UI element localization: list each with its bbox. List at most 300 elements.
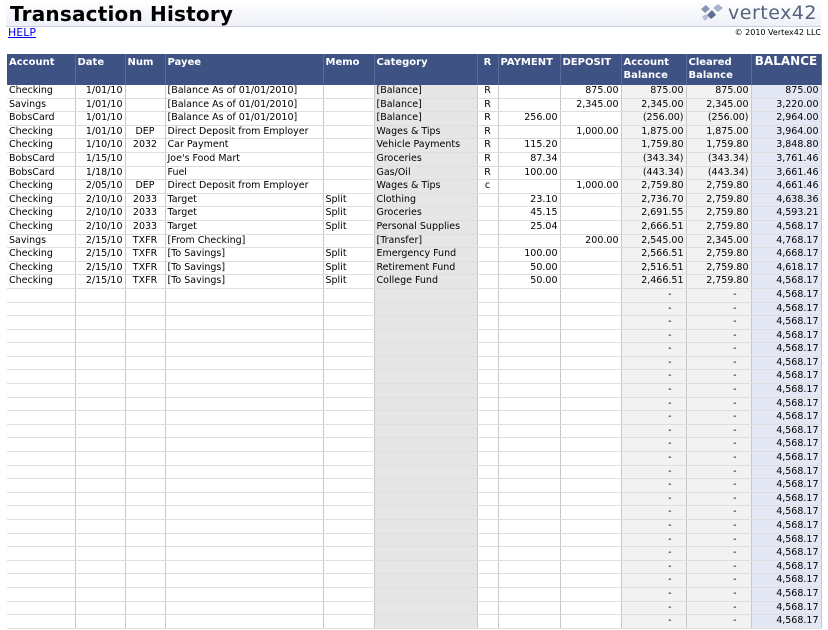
cell-payee[interactable]: [165, 452, 323, 466]
cell-reconciled[interactable]: [477, 465, 498, 479]
cell-payment[interactable]: 45.15: [498, 207, 560, 221]
cell-reconciled[interactable]: [477, 302, 498, 316]
cell-num[interactable]: [125, 465, 165, 479]
cell-cleared-balance[interactable]: -: [686, 520, 751, 534]
cell-deposit[interactable]: [560, 574, 621, 588]
cell-balance[interactable]: 3,964.00: [751, 125, 821, 139]
cell-payee[interactable]: [To Savings]: [165, 261, 323, 275]
cell-account-balance[interactable]: -: [621, 615, 686, 629]
cell-cleared-balance[interactable]: 875.00: [686, 85, 751, 98]
cell-account[interactable]: Savings: [7, 98, 75, 112]
cell-memo[interactable]: [323, 492, 374, 506]
cell-payee[interactable]: [165, 520, 323, 534]
cell-payee[interactable]: [165, 384, 323, 398]
cell-account[interactable]: BobsCard: [7, 112, 75, 126]
cell-date[interactable]: [75, 356, 125, 370]
cell-category[interactable]: [374, 329, 477, 343]
cell-num[interactable]: TXFR: [125, 248, 165, 262]
cell-date[interactable]: 2/10/10: [75, 193, 125, 207]
cell-payment[interactable]: [498, 547, 560, 561]
cell-cleared-balance[interactable]: 1,875.00: [686, 125, 751, 139]
cell-account[interactable]: BobsCard: [7, 152, 75, 166]
cell-payee[interactable]: Target: [165, 220, 323, 234]
cell-payee[interactable]: Car Payment: [165, 139, 323, 153]
cell-date[interactable]: [75, 615, 125, 629]
cell-cleared-balance[interactable]: -: [686, 587, 751, 601]
cell-payment[interactable]: 256.00: [498, 112, 560, 126]
cell-balance[interactable]: 2,964.00: [751, 112, 821, 126]
cell-num[interactable]: [125, 547, 165, 561]
cell-payment[interactable]: [498, 601, 560, 615]
cell-deposit[interactable]: [560, 207, 621, 221]
cell-category[interactable]: [374, 438, 477, 452]
cell-memo[interactable]: [323, 520, 374, 534]
cell-account-balance[interactable]: -: [621, 479, 686, 493]
cell-account-balance[interactable]: (256.00): [621, 112, 686, 126]
cell-reconciled[interactable]: [477, 615, 498, 629]
cell-cleared-balance[interactable]: 2,759.80: [686, 193, 751, 207]
cell-num[interactable]: [125, 615, 165, 629]
cell-deposit[interactable]: [560, 302, 621, 316]
cell-payment[interactable]: 100.00: [498, 166, 560, 180]
cell-payee[interactable]: [165, 465, 323, 479]
help-link[interactable]: HELP: [8, 26, 36, 39]
cell-account-balance[interactable]: -: [621, 424, 686, 438]
cell-payee[interactable]: [165, 587, 323, 601]
cell-deposit[interactable]: [560, 397, 621, 411]
cell-reconciled[interactable]: R: [477, 85, 498, 98]
cell-reconciled[interactable]: [477, 601, 498, 615]
cell-memo[interactable]: [323, 356, 374, 370]
column-header-date[interactable]: Date: [75, 54, 125, 85]
cell-category[interactable]: [374, 615, 477, 629]
cell-balance[interactable]: 4,568.17: [751, 465, 821, 479]
cell-payee[interactable]: [165, 560, 323, 574]
cell-reconciled[interactable]: [477, 207, 498, 221]
cell-deposit[interactable]: 875.00: [560, 85, 621, 98]
cell-payee[interactable]: Joe's Food Mart: [165, 152, 323, 166]
cell-num[interactable]: [125, 520, 165, 534]
cell-memo[interactable]: [323, 424, 374, 438]
cell-account[interactable]: [7, 356, 75, 370]
cell-reconciled[interactable]: [477, 384, 498, 398]
cell-account[interactable]: [7, 452, 75, 466]
cell-balance[interactable]: 4,568.17: [751, 533, 821, 547]
cell-reconciled[interactable]: [477, 506, 498, 520]
cell-date[interactable]: [75, 343, 125, 357]
cell-category[interactable]: Gas/Oil: [374, 166, 477, 180]
cell-payment[interactable]: 115.20: [498, 139, 560, 153]
cell-category[interactable]: [374, 479, 477, 493]
cell-deposit[interactable]: [560, 424, 621, 438]
cell-category[interactable]: [374, 601, 477, 615]
cell-payee[interactable]: [165, 397, 323, 411]
cell-payment[interactable]: [498, 180, 560, 194]
cell-account-balance[interactable]: -: [621, 343, 686, 357]
cell-deposit[interactable]: [560, 506, 621, 520]
cell-balance[interactable]: 4,568.17: [751, 452, 821, 466]
cell-cleared-balance[interactable]: 2,759.80: [686, 207, 751, 221]
cell-account-balance[interactable]: -: [621, 574, 686, 588]
cell-payee[interactable]: [165, 424, 323, 438]
cell-category[interactable]: [374, 547, 477, 561]
cell-reconciled[interactable]: R: [477, 98, 498, 112]
cell-payee[interactable]: [165, 547, 323, 561]
column-header-reconciled[interactable]: R: [477, 54, 498, 85]
cell-num[interactable]: [125, 370, 165, 384]
cell-account-balance[interactable]: 2,666.51: [621, 220, 686, 234]
cell-balance[interactable]: 3,661.46: [751, 166, 821, 180]
cell-date[interactable]: [75, 574, 125, 588]
cell-date[interactable]: [75, 601, 125, 615]
column-header-cleared-balance[interactable]: Cleared Balance: [686, 54, 751, 85]
column-header-deposit[interactable]: DEPOSIT: [560, 54, 621, 85]
cell-payment[interactable]: 100.00: [498, 248, 560, 262]
cell-deposit[interactable]: [560, 288, 621, 302]
cell-num[interactable]: [125, 560, 165, 574]
cell-num[interactable]: 2032: [125, 139, 165, 153]
cell-account[interactable]: [7, 397, 75, 411]
cell-cleared-balance[interactable]: -: [686, 370, 751, 384]
cell-reconciled[interactable]: [477, 248, 498, 262]
cell-date[interactable]: [75, 587, 125, 601]
cell-num[interactable]: DEP: [125, 125, 165, 139]
cell-deposit[interactable]: 1,000.00: [560, 180, 621, 194]
cell-balance[interactable]: 4,568.17: [751, 275, 821, 289]
cell-cleared-balance[interactable]: -: [686, 547, 751, 561]
cell-account[interactable]: [7, 547, 75, 561]
cell-deposit[interactable]: [560, 547, 621, 561]
cell-date[interactable]: [75, 465, 125, 479]
cell-account[interactable]: [7, 465, 75, 479]
cell-payee[interactable]: [165, 479, 323, 493]
cell-cleared-balance[interactable]: -: [686, 397, 751, 411]
cell-date[interactable]: 2/15/10: [75, 261, 125, 275]
cell-deposit[interactable]: [560, 193, 621, 207]
column-header-payee[interactable]: Payee: [165, 54, 323, 85]
column-header-balance[interactable]: BALANCE: [751, 54, 821, 85]
column-header-category[interactable]: Category: [374, 54, 477, 85]
cell-reconciled[interactable]: [477, 411, 498, 425]
cell-memo[interactable]: [323, 465, 374, 479]
cell-num[interactable]: [125, 397, 165, 411]
cell-payment[interactable]: [498, 465, 560, 479]
cell-date[interactable]: [75, 316, 125, 330]
cell-memo[interactable]: [323, 343, 374, 357]
cell-cleared-balance[interactable]: 2,345.00: [686, 234, 751, 248]
cell-cleared-balance[interactable]: -: [686, 288, 751, 302]
cell-memo[interactable]: [323, 180, 374, 194]
cell-memo[interactable]: [323, 112, 374, 126]
cell-num[interactable]: [125, 112, 165, 126]
cell-memo[interactable]: Split: [323, 220, 374, 234]
cell-payment[interactable]: [498, 479, 560, 493]
cell-balance[interactable]: 4,568.17: [751, 438, 821, 452]
cell-memo[interactable]: [323, 329, 374, 343]
cell-account[interactable]: Checking: [7, 139, 75, 153]
cell-balance[interactable]: 4,668.17: [751, 248, 821, 262]
cell-account[interactable]: [7, 533, 75, 547]
cell-reconciled[interactable]: R: [477, 112, 498, 126]
cell-category[interactable]: [Transfer]: [374, 234, 477, 248]
cell-reconciled[interactable]: [477, 261, 498, 275]
cell-account[interactable]: Checking: [7, 207, 75, 221]
cell-balance[interactable]: 4,568.17: [751, 506, 821, 520]
cell-date[interactable]: [75, 370, 125, 384]
cell-date[interactable]: [75, 397, 125, 411]
cell-account[interactable]: [7, 587, 75, 601]
cell-balance[interactable]: 4,568.17: [751, 329, 821, 343]
cell-num[interactable]: TXFR: [125, 275, 165, 289]
cell-payee[interactable]: Target: [165, 193, 323, 207]
cell-category[interactable]: [374, 492, 477, 506]
cell-category[interactable]: Clothing: [374, 193, 477, 207]
cell-category[interactable]: Personal Supplies: [374, 220, 477, 234]
cell-reconciled[interactable]: [477, 356, 498, 370]
cell-num[interactable]: TXFR: [125, 261, 165, 275]
cell-deposit[interactable]: [560, 411, 621, 425]
cell-num[interactable]: [125, 329, 165, 343]
cell-account-balance[interactable]: -: [621, 411, 686, 425]
cell-memo[interactable]: [323, 288, 374, 302]
cell-balance[interactable]: 3,761.46: [751, 152, 821, 166]
cell-date[interactable]: [75, 411, 125, 425]
cell-payment[interactable]: [498, 438, 560, 452]
cell-date[interactable]: [75, 479, 125, 493]
cell-cleared-balance[interactable]: -: [686, 343, 751, 357]
cell-date[interactable]: 1/01/10: [75, 112, 125, 126]
cell-reconciled[interactable]: [477, 533, 498, 547]
cell-category[interactable]: Groceries: [374, 152, 477, 166]
cell-payment[interactable]: [498, 533, 560, 547]
cell-num[interactable]: TXFR: [125, 234, 165, 248]
cell-cleared-balance[interactable]: 2,759.80: [686, 180, 751, 194]
cell-account-balance[interactable]: -: [621, 533, 686, 547]
cell-category[interactable]: [374, 533, 477, 547]
cell-num[interactable]: [125, 343, 165, 357]
cell-payment[interactable]: 25.04: [498, 220, 560, 234]
cell-balance[interactable]: 4,568.17: [751, 384, 821, 398]
cell-cleared-balance[interactable]: (443.34): [686, 166, 751, 180]
cell-account-balance[interactable]: 2,345.00: [621, 98, 686, 112]
cell-num[interactable]: [125, 288, 165, 302]
cell-account[interactable]: [7, 288, 75, 302]
cell-reconciled[interactable]: [477, 193, 498, 207]
cell-account-balance[interactable]: -: [621, 288, 686, 302]
cell-reconciled[interactable]: [477, 234, 498, 248]
cell-cleared-balance[interactable]: -: [686, 424, 751, 438]
cell-reconciled[interactable]: R: [477, 166, 498, 180]
cell-reconciled[interactable]: [477, 275, 498, 289]
cell-memo[interactable]: Split: [323, 193, 374, 207]
cell-payment[interactable]: [498, 506, 560, 520]
cell-memo[interactable]: [323, 152, 374, 166]
cell-account-balance[interactable]: -: [621, 560, 686, 574]
cell-deposit[interactable]: [560, 275, 621, 289]
cell-deposit[interactable]: [560, 139, 621, 153]
cell-account-balance[interactable]: -: [621, 587, 686, 601]
cell-date[interactable]: [75, 302, 125, 316]
cell-date[interactable]: 2/15/10: [75, 275, 125, 289]
cell-account[interactable]: [7, 520, 75, 534]
cell-cleared-balance[interactable]: 2,345.00: [686, 98, 751, 112]
cell-balance[interactable]: 4,568.17: [751, 220, 821, 234]
cell-category[interactable]: [374, 397, 477, 411]
cell-memo[interactable]: [323, 452, 374, 466]
cell-date[interactable]: [75, 288, 125, 302]
cell-date[interactable]: 1/15/10: [75, 152, 125, 166]
cell-deposit[interactable]: [560, 465, 621, 479]
cell-account-balance[interactable]: (343.34): [621, 152, 686, 166]
cell-date[interactable]: [75, 560, 125, 574]
cell-num[interactable]: [125, 601, 165, 615]
cell-num[interactable]: [125, 384, 165, 398]
cell-account-balance[interactable]: -: [621, 601, 686, 615]
cell-memo[interactable]: [323, 302, 374, 316]
cell-memo[interactable]: Split: [323, 207, 374, 221]
cell-num[interactable]: [125, 492, 165, 506]
cell-memo[interactable]: [323, 397, 374, 411]
column-header-account-balance[interactable]: Account Balance: [621, 54, 686, 85]
cell-account-balance[interactable]: 2,759.80: [621, 180, 686, 194]
cell-account[interactable]: [7, 615, 75, 629]
cell-date[interactable]: [75, 438, 125, 452]
cell-account[interactable]: [7, 560, 75, 574]
cell-memo[interactable]: [323, 615, 374, 629]
cell-num[interactable]: [125, 85, 165, 98]
cell-balance[interactable]: 4,568.17: [751, 356, 821, 370]
cell-account-balance[interactable]: 2,736.70: [621, 193, 686, 207]
cell-date[interactable]: [75, 452, 125, 466]
cell-account-balance[interactable]: 2,545.00: [621, 234, 686, 248]
cell-date[interactable]: [75, 492, 125, 506]
cell-reconciled[interactable]: [477, 220, 498, 234]
cell-account-balance[interactable]: 2,516.51: [621, 261, 686, 275]
cell-cleared-balance[interactable]: 2,759.80: [686, 248, 751, 262]
cell-payee[interactable]: [165, 574, 323, 588]
cell-num[interactable]: [125, 587, 165, 601]
cell-category[interactable]: [374, 587, 477, 601]
cell-date[interactable]: 1/01/10: [75, 85, 125, 98]
cell-memo[interactable]: [323, 560, 374, 574]
cell-balance[interactable]: 4,661.46: [751, 180, 821, 194]
cell-cleared-balance[interactable]: -: [686, 506, 751, 520]
cell-date[interactable]: 1/01/10: [75, 98, 125, 112]
cell-payee[interactable]: Fuel: [165, 166, 323, 180]
cell-account[interactable]: [7, 302, 75, 316]
cell-account[interactable]: [7, 343, 75, 357]
cell-category[interactable]: [374, 411, 477, 425]
cell-cleared-balance[interactable]: (343.34): [686, 152, 751, 166]
cell-payee[interactable]: [165, 533, 323, 547]
cell-account[interactable]: Savings: [7, 234, 75, 248]
cell-date[interactable]: 1/10/10: [75, 139, 125, 153]
cell-account-balance[interactable]: -: [621, 547, 686, 561]
cell-category[interactable]: [374, 288, 477, 302]
cell-deposit[interactable]: [560, 560, 621, 574]
cell-category[interactable]: [374, 452, 477, 466]
cell-balance[interactable]: 4,568.17: [751, 492, 821, 506]
cell-account-balance[interactable]: 875.00: [621, 85, 686, 98]
cell-deposit[interactable]: [560, 248, 621, 262]
cell-account-balance[interactable]: -: [621, 506, 686, 520]
cell-account[interactable]: Checking: [7, 125, 75, 139]
cell-memo[interactable]: [323, 587, 374, 601]
cell-account[interactable]: [7, 424, 75, 438]
cell-date[interactable]: 2/05/10: [75, 180, 125, 194]
cell-balance[interactable]: 4,768.17: [751, 234, 821, 248]
cell-reconciled[interactable]: R: [477, 125, 498, 139]
cell-category[interactable]: [374, 465, 477, 479]
cell-payment[interactable]: [498, 288, 560, 302]
cell-memo[interactable]: [323, 547, 374, 561]
cell-payee[interactable]: [165, 370, 323, 384]
cell-cleared-balance[interactable]: -: [686, 533, 751, 547]
cell-cleared-balance[interactable]: -: [686, 438, 751, 452]
cell-payee[interactable]: [To Savings]: [165, 275, 323, 289]
cell-num[interactable]: [125, 438, 165, 452]
cell-balance[interactable]: 4,568.17: [751, 587, 821, 601]
cell-balance[interactable]: 4,568.17: [751, 424, 821, 438]
cell-category[interactable]: [Balance]: [374, 98, 477, 112]
cell-payee[interactable]: [165, 492, 323, 506]
cell-deposit[interactable]: 2,345.00: [560, 98, 621, 112]
cell-num[interactable]: DEP: [125, 180, 165, 194]
cell-reconciled[interactable]: [477, 370, 498, 384]
cell-payee[interactable]: [Balance As of 01/01/2010]: [165, 98, 323, 112]
cell-num[interactable]: [125, 479, 165, 493]
cell-cleared-balance[interactable]: -: [686, 329, 751, 343]
cell-cleared-balance[interactable]: 2,759.80: [686, 220, 751, 234]
cell-category[interactable]: [374, 302, 477, 316]
cell-account[interactable]: [7, 329, 75, 343]
cell-num[interactable]: [125, 506, 165, 520]
cell-payment[interactable]: [498, 615, 560, 629]
cell-category[interactable]: Vehicle Payments: [374, 139, 477, 153]
cell-payment[interactable]: 87.34: [498, 152, 560, 166]
cell-payment[interactable]: [498, 125, 560, 139]
cell-payment[interactable]: [498, 85, 560, 98]
cell-num[interactable]: [125, 411, 165, 425]
cell-category[interactable]: [374, 520, 477, 534]
cell-deposit[interactable]: [560, 316, 621, 330]
column-header-account[interactable]: Account: [7, 54, 75, 85]
cell-account[interactable]: Checking: [7, 220, 75, 234]
cell-payment[interactable]: [498, 574, 560, 588]
cell-account[interactable]: Checking: [7, 85, 75, 98]
cell-payment[interactable]: [498, 452, 560, 466]
cell-balance[interactable]: 4,638.36: [751, 193, 821, 207]
cell-memo[interactable]: [323, 533, 374, 547]
cell-payment[interactable]: [498, 411, 560, 425]
cell-account-balance[interactable]: 1,875.00: [621, 125, 686, 139]
cell-reconciled[interactable]: [477, 560, 498, 574]
cell-cleared-balance[interactable]: -: [686, 384, 751, 398]
cell-date[interactable]: 1/18/10: [75, 166, 125, 180]
cell-deposit[interactable]: [560, 438, 621, 452]
cell-memo[interactable]: Split: [323, 261, 374, 275]
cell-payment[interactable]: [498, 329, 560, 343]
cell-date[interactable]: 2/15/10: [75, 234, 125, 248]
cell-balance[interactable]: 4,568.17: [751, 316, 821, 330]
cell-date[interactable]: [75, 547, 125, 561]
cell-cleared-balance[interactable]: -: [686, 479, 751, 493]
cell-balance[interactable]: 4,568.17: [751, 560, 821, 574]
cell-category[interactable]: [374, 574, 477, 588]
cell-payee[interactable]: [165, 615, 323, 629]
cell-cleared-balance[interactable]: (256.00): [686, 112, 751, 126]
cell-account[interactable]: [7, 492, 75, 506]
